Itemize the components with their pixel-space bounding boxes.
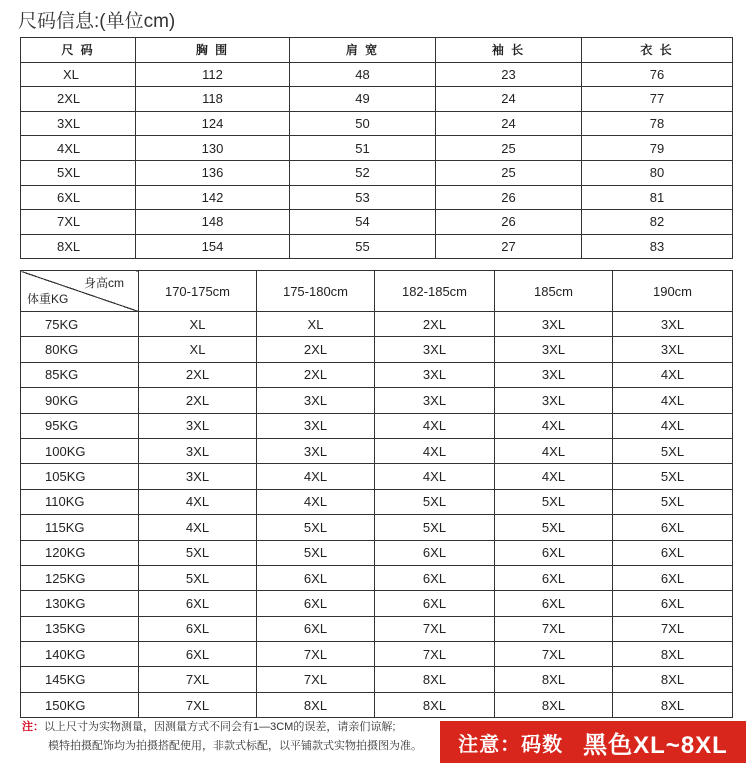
size-label-cell: 3XL xyxy=(21,111,136,136)
measurement-cell: 50 xyxy=(290,111,436,136)
size-row xyxy=(21,185,733,210)
recommended-size-cell: 8XL xyxy=(613,667,733,692)
measurement-cell: 80 xyxy=(582,160,733,185)
recommended-size-cell: 3XL xyxy=(257,413,375,438)
size-table-header-row xyxy=(21,38,733,63)
recommended-size-cell: 3XL xyxy=(613,337,733,362)
page-title: 尺码信息:(单位cm) xyxy=(18,11,176,32)
weight-cell: 150KG xyxy=(21,692,139,717)
weight-cell: 95KG xyxy=(21,413,139,438)
recommended-size-cell: 4XL xyxy=(613,388,733,413)
recommended-size-cell: 8XL xyxy=(375,667,495,692)
size-row xyxy=(21,210,733,235)
recommended-size-cell: 8XL xyxy=(613,642,733,667)
recommended-size-cell: 4XL xyxy=(139,489,257,514)
recommended-size-cell: 4XL xyxy=(257,489,375,514)
recommended-size-cell: 6XL xyxy=(613,565,733,590)
recommended-size-cell: 4XL xyxy=(375,438,495,463)
measurement-cell: 24 xyxy=(436,111,582,136)
recommended-size-cell: 4XL xyxy=(375,413,495,438)
recommended-size-cell: 4XL xyxy=(257,464,375,489)
recommended-size-cell: 7XL xyxy=(495,616,613,641)
height-axis-label: 身高cm xyxy=(84,276,124,290)
recommended-size-cell: 6XL xyxy=(139,591,257,616)
measurement-cell: 26 xyxy=(436,210,582,235)
recommended-size-cell: 2XL xyxy=(257,362,375,387)
fit-row xyxy=(21,565,733,590)
recommended-size-cell: 5XL xyxy=(375,489,495,514)
recommended-size-cell: 3XL xyxy=(257,438,375,463)
recommended-size-cell: 2XL xyxy=(139,362,257,387)
note-lead: 注： xyxy=(22,721,44,733)
recommended-size-cell: 7XL xyxy=(495,642,613,667)
size-label-cell: XL xyxy=(21,62,136,87)
weight-cell: 130KG xyxy=(21,591,139,616)
measurement-cell: 81 xyxy=(582,185,733,210)
size-label-cell: 5XL xyxy=(21,160,136,185)
measurement-cell: 142 xyxy=(136,185,290,210)
size-label-cell: 7XL xyxy=(21,210,136,235)
fit-row xyxy=(21,616,733,641)
measurement-cell: 26 xyxy=(436,185,582,210)
recommended-size-cell: 7XL xyxy=(139,667,257,692)
fit-row xyxy=(21,388,733,413)
height-header-cell: 185cm xyxy=(495,271,613,312)
recommended-size-cell: 6XL xyxy=(257,616,375,641)
fit-row xyxy=(21,515,733,540)
weight-cell: 90KG xyxy=(21,388,139,413)
measurement-cell: 52 xyxy=(290,160,436,185)
recommended-size-cell: 3XL xyxy=(495,337,613,362)
measurement-cell: 124 xyxy=(136,111,290,136)
recommended-size-cell: 6XL xyxy=(613,515,733,540)
recommended-size-cell: 5XL xyxy=(495,515,613,540)
measurement-cell: 154 xyxy=(136,234,290,259)
weight-cell: 120KG xyxy=(21,540,139,565)
size-row xyxy=(21,160,733,185)
measurement-cell: 23 xyxy=(436,62,582,87)
recommended-size-cell: 6XL xyxy=(375,591,495,616)
size-range-badge xyxy=(440,721,746,763)
recommended-size-cell: 2XL xyxy=(375,312,495,337)
size-header-cell: 尺 码 xyxy=(21,38,136,63)
recommended-size-cell: 8XL xyxy=(613,692,733,717)
recommended-size-cell: 5XL xyxy=(613,489,733,514)
measurement-cell: 82 xyxy=(582,210,733,235)
recommended-size-cell: 4XL xyxy=(495,438,613,463)
recommended-size-cell: 3XL xyxy=(613,312,733,337)
recommended-size-cell: 6XL xyxy=(495,540,613,565)
measurement-cell: 77 xyxy=(582,87,733,112)
size-header-cell: 胸 围 xyxy=(136,38,290,63)
measurement-cell: 55 xyxy=(290,234,436,259)
weight-axis-label: 体重KG xyxy=(27,292,69,306)
measurement-cell: 112 xyxy=(136,62,290,87)
weight-cell: 140KG xyxy=(21,642,139,667)
height-header-cell: 182-185cm xyxy=(375,271,495,312)
recommended-size-cell: 6XL xyxy=(139,642,257,667)
fit-row xyxy=(21,540,733,565)
size-row xyxy=(21,62,733,87)
note-line-2: 模特拍摄配饰均为拍摄搭配使用，非款式标配，以平铺款式实物拍摄图为准。 xyxy=(48,740,422,752)
recommended-size-cell: 4XL xyxy=(613,413,733,438)
badge-label: 注意：码数 xyxy=(458,733,564,756)
fit-row xyxy=(21,312,733,337)
recommended-size-cell: 7XL xyxy=(257,667,375,692)
recommended-size-cell: 3XL xyxy=(257,388,375,413)
recommended-size-cell: 4XL xyxy=(495,464,613,489)
size-row xyxy=(21,111,733,136)
fit-row xyxy=(21,642,733,667)
recommended-size-cell: 6XL xyxy=(257,591,375,616)
recommended-size-cell: 6XL xyxy=(613,540,733,565)
recommended-size-cell: 8XL xyxy=(375,692,495,717)
recommended-size-cell: 5XL xyxy=(375,515,495,540)
recommended-size-cell: 8XL xyxy=(495,692,613,717)
measurement-cell: 51 xyxy=(290,136,436,161)
height-header-cell: 190cm xyxy=(613,271,733,312)
recommended-size-cell: 6XL xyxy=(375,540,495,565)
weight-cell: 145KG xyxy=(21,667,139,692)
measurement-cell: 54 xyxy=(290,210,436,235)
recommended-size-cell: 4XL xyxy=(375,464,495,489)
recommended-size-cell: 5XL xyxy=(495,489,613,514)
recommended-size-cell: 5XL xyxy=(613,464,733,489)
recommended-size-cell: 7XL xyxy=(613,616,733,641)
recommended-size-cell: XL xyxy=(257,312,375,337)
measurement-cell: 76 xyxy=(582,62,733,87)
disclaimer-note xyxy=(22,718,442,756)
weight-cell: 80KG xyxy=(21,337,139,362)
weight-cell: 85KG xyxy=(21,362,139,387)
recommended-size-cell: 6XL xyxy=(375,565,495,590)
recommended-size-cell: 6XL xyxy=(495,565,613,590)
measurement-cell: 25 xyxy=(436,136,582,161)
recommended-size-cell: 8XL xyxy=(495,667,613,692)
recommended-size-cell: 6XL xyxy=(613,591,733,616)
recommended-size-cell: 2XL xyxy=(257,337,375,362)
measurement-cell: 83 xyxy=(582,234,733,259)
size-recommendation-table xyxy=(20,270,733,718)
diagonal-header-cell xyxy=(21,271,139,312)
measurement-cell: 27 xyxy=(436,234,582,259)
fit-row xyxy=(21,464,733,489)
recommended-size-cell: 5XL xyxy=(139,565,257,590)
size-label-cell: 8XL xyxy=(21,234,136,259)
recommended-size-cell: 8XL xyxy=(257,692,375,717)
measurement-cell: 79 xyxy=(582,136,733,161)
recommended-size-cell: 3XL xyxy=(375,362,495,387)
recommended-size-cell: 3XL xyxy=(495,388,613,413)
recommended-size-cell: 5XL xyxy=(139,540,257,565)
weight-cell: 75KG xyxy=(21,312,139,337)
recommended-size-cell: 4XL xyxy=(495,413,613,438)
fit-row xyxy=(21,413,733,438)
recommended-size-cell: XL xyxy=(139,337,257,362)
weight-cell: 135KG xyxy=(21,616,139,641)
fit-row xyxy=(21,591,733,616)
measurement-cell: 24 xyxy=(436,87,582,112)
measurement-cell: 136 xyxy=(136,160,290,185)
weight-cell: 105KG xyxy=(21,464,139,489)
recommended-size-cell: 3XL xyxy=(495,312,613,337)
recommended-size-cell: 3XL xyxy=(375,388,495,413)
recommended-size-cell: 7XL xyxy=(139,692,257,717)
size-row xyxy=(21,234,733,259)
recommended-size-cell: 2XL xyxy=(139,388,257,413)
fit-row xyxy=(21,438,733,463)
measurement-cell: 25 xyxy=(436,160,582,185)
recommended-size-cell: 3XL xyxy=(495,362,613,387)
measurement-cell: 53 xyxy=(290,185,436,210)
recommended-size-cell: 5XL xyxy=(257,540,375,565)
size-chart-table xyxy=(20,37,733,259)
measurement-cell: 78 xyxy=(582,111,733,136)
fit-row xyxy=(21,362,733,387)
weight-cell: 115KG xyxy=(21,515,139,540)
fit-row xyxy=(21,337,733,362)
measurement-cell: 130 xyxy=(136,136,290,161)
weight-cell: 110KG xyxy=(21,489,139,514)
recommended-size-cell: 7XL xyxy=(257,642,375,667)
size-header-cell: 衣 长 xyxy=(582,38,733,63)
weight-cell: 100KG xyxy=(21,438,139,463)
size-label-cell: 6XL xyxy=(21,185,136,210)
size-row xyxy=(21,136,733,161)
recommended-size-cell: 3XL xyxy=(139,438,257,463)
fit-table-header-row xyxy=(21,271,733,312)
recommended-size-cell: 3XL xyxy=(375,337,495,362)
measurement-cell: 48 xyxy=(290,62,436,87)
size-header-cell: 肩 宽 xyxy=(290,38,436,63)
recommended-size-cell: 6XL xyxy=(257,565,375,590)
recommended-size-cell: 7XL xyxy=(375,616,495,641)
size-row xyxy=(21,87,733,112)
measurement-cell: 118 xyxy=(136,87,290,112)
recommended-size-cell: 5XL xyxy=(613,438,733,463)
measurement-cell: 148 xyxy=(136,210,290,235)
height-header-cell: 175-180cm xyxy=(257,271,375,312)
recommended-size-cell: 6XL xyxy=(495,591,613,616)
recommended-size-cell: 5XL xyxy=(257,515,375,540)
recommended-size-cell: XL xyxy=(139,312,257,337)
fit-row xyxy=(21,667,733,692)
size-label-cell: 4XL xyxy=(21,136,136,161)
recommended-size-cell: 7XL xyxy=(375,642,495,667)
note-line-1: 以上尺寸为实物测量，因测量方式不同会有1—3CM的误差，请亲们谅解; xyxy=(44,721,396,733)
height-header-cell: 170-175cm xyxy=(139,271,257,312)
recommended-size-cell: 3XL xyxy=(139,413,257,438)
size-header-cell: 袖 长 xyxy=(436,38,582,63)
measurement-cell: 49 xyxy=(290,87,436,112)
fit-row xyxy=(21,489,733,514)
recommended-size-cell: 4XL xyxy=(613,362,733,387)
recommended-size-cell: 4XL xyxy=(139,515,257,540)
recommended-size-cell: 3XL xyxy=(139,464,257,489)
badge-value: 黑色XL~8XL xyxy=(583,731,728,759)
weight-cell: 125KG xyxy=(21,565,139,590)
recommended-size-cell: 6XL xyxy=(139,616,257,641)
size-label-cell: 2XL xyxy=(21,87,136,112)
fit-row xyxy=(21,692,733,717)
